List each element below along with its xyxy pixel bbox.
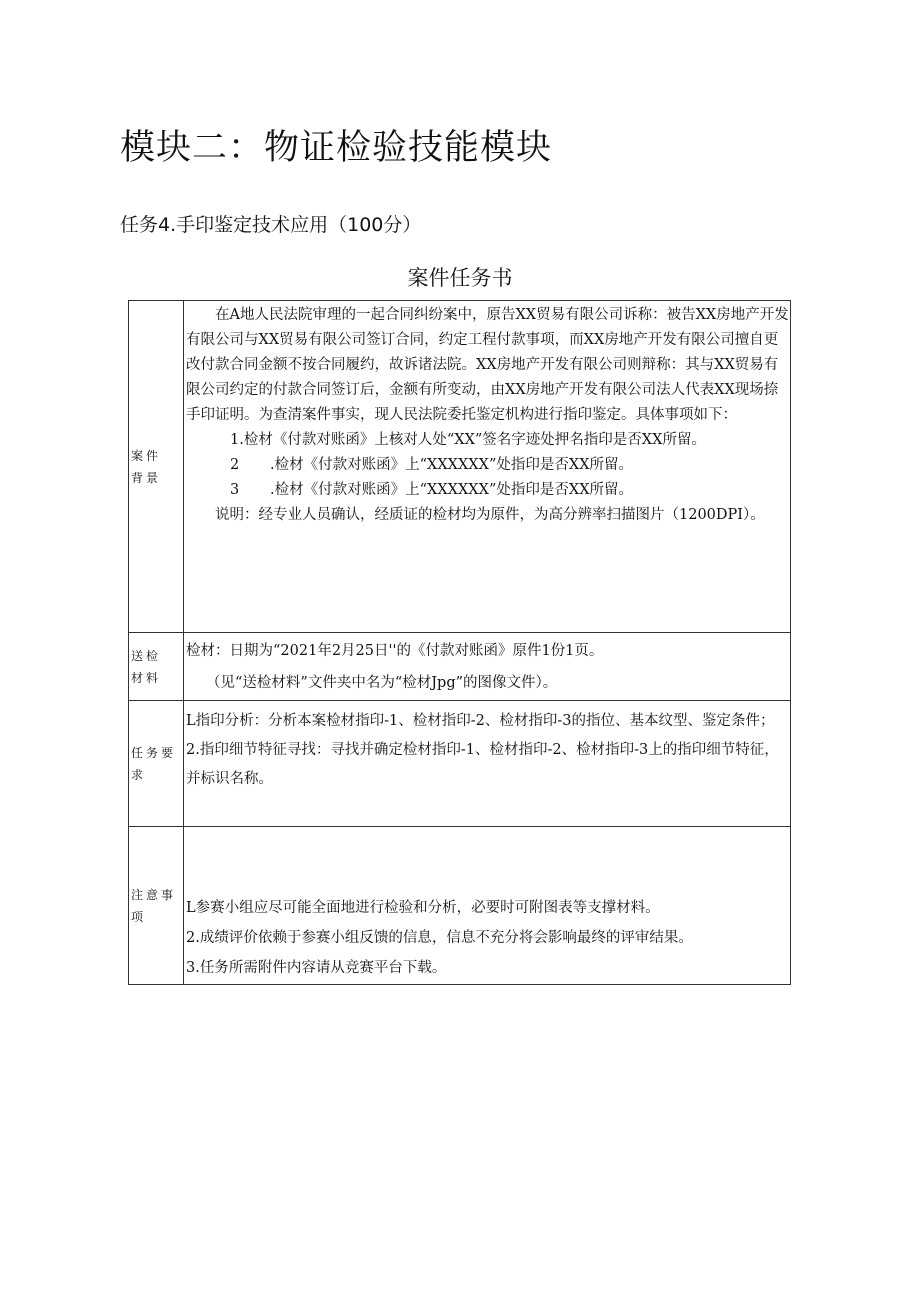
- label-submitted-materials: 送检 材料: [129, 633, 184, 701]
- background-note: 说明：经专业人员确认，经质证的检材均为原件，为高分辨率扫描图片（1200DPI）。: [215, 507, 765, 523]
- note-3: 3.任务所需附件内容请从竞赛平台下载。: [186, 960, 447, 976]
- row-case-background: [129, 301, 791, 633]
- materials-line-2: （见“送检材料”文件夹中名为“检材Jpg”的图像文件）。: [206, 675, 558, 691]
- content-task-requirements: [184, 701, 791, 827]
- label-notes: 注意事 项: [129, 827, 184, 985]
- content-submitted-materials: [184, 633, 791, 701]
- materials-line-1: 检材：日期为“2021年2月25日''的《付款对账函》原件1份1页。: [186, 643, 604, 659]
- note-2: 2.成绩评价依赖于参赛小组反馈的信息，信息不充分将会影响最终的评审结果。: [186, 930, 693, 946]
- label-task-requirements: 任务要 求: [129, 701, 184, 827]
- background-item-2: 2 .检材《付款对账函》上“XXXXXX”处指印是否XX所留。: [230, 457, 634, 473]
- row-notes: [129, 827, 791, 985]
- requirement-2: 2.指印细节特征寻找：寻找并确定检材指印-1、检材指印-2、检材指印-3上的指印细节特征，并标识名称。: [186, 742, 779, 787]
- row-submitted-materials: [129, 633, 791, 701]
- background-item-3: 3 .检材《付款对账函》上“XXXXXX”处指印是否XX所留。: [230, 482, 634, 498]
- background-paragraph: 在A地人民法院审理的一起合同纠纷案中，原告XX贸易有限公司诉称：被告XX房地产开发有限公司与XX贸易有限公司签订合同，约定工程付款事项，而XX房地产开发有限公司擅自更改付款合同金额不按合同履约，故诉诸法院。XX房地产开发有限公司则辩称：其与XX贸易有限公司约定的付款合同签订后，金额有所变动，由XX房地产开发有限公司法人代表XX现场捺手印证明。为查清案件事实，现人民法院委托鉴定机构进行指印鉴定。具体事项如下：: [186, 307, 789, 423]
- note-1: L参赛小组应尽可能全面地进行检验和分析，必要时可附图表等支撑材料。: [186, 900, 660, 916]
- content-notes: [184, 827, 791, 985]
- case-book-title: 案件任务书: [407, 266, 513, 290]
- background-item-1: 1.检材《付款对账函》上核对人处“XX”签名字迹处押名指印是否XX所留。: [230, 432, 706, 448]
- module-title: 模块二：物证检验技能模块: [120, 128, 553, 168]
- row-task-requirements: [129, 701, 791, 827]
- requirement-1: L指印分析：分析本案检材指印-1、检材指印-2、检材指印-3的指位、基本纹型、鉴定条件；: [186, 713, 775, 729]
- content-case-background: [184, 301, 791, 633]
- task-title: 任务4.手印鉴定技术应用（100分）: [120, 214, 422, 236]
- label-case-background: 案件 背景: [129, 301, 184, 633]
- case-task-table: [128, 300, 791, 985]
